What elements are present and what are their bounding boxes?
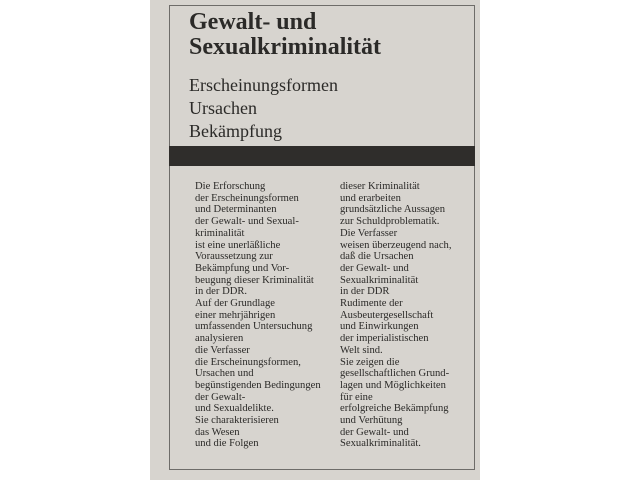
blurb-line: Auf der Grundlage [195,298,276,310]
blurb-line: Ursachen und [195,368,254,380]
dark-band [169,146,475,166]
blurb-line: daß die Ursachen [340,251,414,263]
blurb-line: der Gewalt- und Sexual- [195,216,299,228]
blurb-line: der Gewalt- und [340,262,409,274]
blurb-line: Sie zeigen die [340,356,400,368]
blurb-line: der imperialistischen [340,333,429,345]
blurb-line: und die Folgen [195,438,259,450]
blurb-line: Bekämpfung und Vor- [195,262,290,274]
blurb-line: analysieren [195,333,244,345]
title-line: Gewalt- und [189,9,317,35]
blurb-line: Die Erforschung [195,181,266,192]
blurb-line: einer mehrjährigen [195,309,276,321]
blurb-line: Rudimente der [340,298,403,310]
blurb-line: Ausbeutergesellschaft [340,309,434,321]
blurb-line: grundsätzliche Aussagen [340,204,446,216]
blurb-line: dieser Kriminalität [340,181,420,192]
blurb-line: Voraussetzung zur [195,251,273,263]
subtitle-line: Ursachen [189,98,257,118]
blurb-line: und Determinanten [195,204,277,216]
blurb-line: Sexualkriminalität. [340,438,421,450]
subtitle-line: Erscheinungsformen [189,75,338,95]
blurb-line: in der DDR. [195,286,248,298]
blurb-line: lagen und Möglichkeiten [340,379,446,391]
title-line: Sexualkriminalität [189,34,382,60]
book-title [189,10,479,60]
blurb-line: erfolgreiche Bekämpfung [340,403,449,415]
blurb-line: der Gewalt- und [340,426,409,438]
blurb-column-right [340,181,470,450]
blurb-line: für eine [340,391,373,403]
blurb-line: die Erscheinungsformen, [195,356,301,368]
blurb-line: und Sexualdelikte. [195,403,274,415]
blurb-line: Welt sind. [340,344,383,356]
blurb-line: Die Verfasser [340,227,398,239]
blurb-line: umfassenden Untersuchung [195,321,313,333]
book-cover [150,0,480,480]
subtitle-line: Bekämpfung [189,121,282,141]
blurb-line: weisen überzeugend nach, [340,239,452,251]
blurb-line: gesellschaftlichen Grund- [340,368,450,380]
blurb-line: Sexualkriminalität [340,274,419,286]
blurb-line: ist eine unerläßliche [195,239,281,251]
blurb-line: der Gewalt- [195,391,246,403]
blurb-line: zur Schuldproblematik. [340,216,440,228]
blurb-line: und Einwirkungen [340,321,419,333]
blurb-line: und Verhütung [340,415,403,427]
blurb-line: und erarbeiten [340,192,401,204]
blurb-line: Sie charakterisieren [195,415,279,427]
blurb-line: begünstigenden Bedingungen [195,379,321,391]
blurb-column-left [195,181,340,450]
blurb-line: die Verfasser [195,344,250,356]
blurb-line: der Erscheinungsformen [195,192,299,204]
blurb-line: in der DDR [340,286,390,298]
blurb-line: kriminalität [195,227,245,239]
blurb-line: beugung dieser Kriminalität [195,274,314,286]
blurb-line: das Wesen [195,426,240,438]
book-subtitle [189,74,479,143]
